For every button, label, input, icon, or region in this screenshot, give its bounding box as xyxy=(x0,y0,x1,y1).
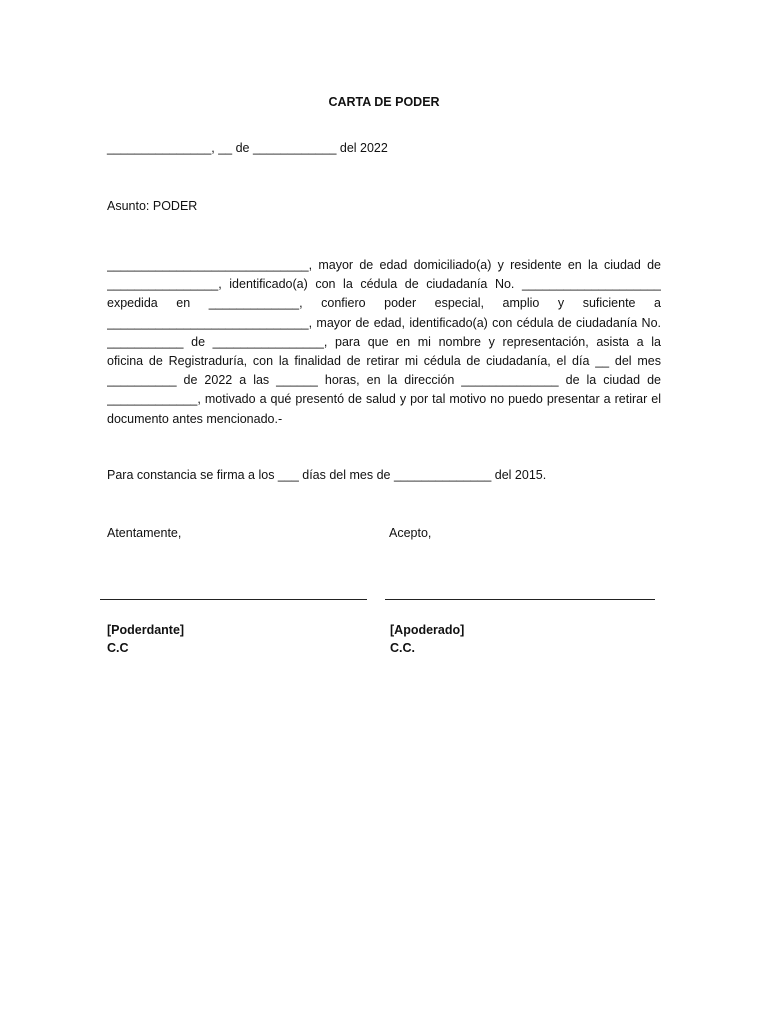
right-signer-id: C.C. xyxy=(390,641,415,655)
body-line: documento antes mencionado.- xyxy=(107,411,283,426)
body-line: ________________, identificado(a) con la cédula de ciudadanía No. ____________________ xyxy=(107,277,661,292)
left-signer-id: C.C xyxy=(107,641,129,655)
right-greeting: Acepto, xyxy=(389,526,432,540)
right-signer-role: [Apoderado] xyxy=(390,623,465,637)
body-line: expedida en _____________, confiero poder especial, amplio y suficiente a xyxy=(107,296,661,311)
body-line: _____________________________, mayor de edad, identificado(a) con cédula de ciudadanía No. xyxy=(107,315,661,330)
body-paragraph xyxy=(107,256,661,429)
body-line: _____________________________, mayor de edad domiciliado(a) y residente en la ciudad de xyxy=(107,258,661,272)
right-signature-line xyxy=(385,599,655,600)
left-greeting: Atentamente, xyxy=(107,526,182,540)
document-title: CARTA DE PODER xyxy=(328,95,440,109)
body-line: oficina de Registraduría, con la finalidad de retirar mi cédula de ciudadanía, el día __ del mes xyxy=(107,354,661,369)
date-line: _______________, __ de ____________ del 2022 xyxy=(107,141,388,155)
closing-line: Para constancia se firma a los ___ días del mes de ______________ del 2015. xyxy=(107,468,547,482)
left-signer-role: [Poderdante] xyxy=(107,623,185,637)
body-line: _____________, motivado a qué presentó de salud y por tal motivo no puedo presentar a retirar el xyxy=(107,392,661,407)
subject-line: Asunto: PODER xyxy=(107,199,198,213)
body-line: __________ de 2022 a las ______ horas, en la dirección ______________ de la ciudad de xyxy=(107,373,661,388)
left-signature-line xyxy=(100,599,367,600)
body-line: ___________ de ________________, para que en mi nombre y representación, asista a la xyxy=(107,334,661,349)
